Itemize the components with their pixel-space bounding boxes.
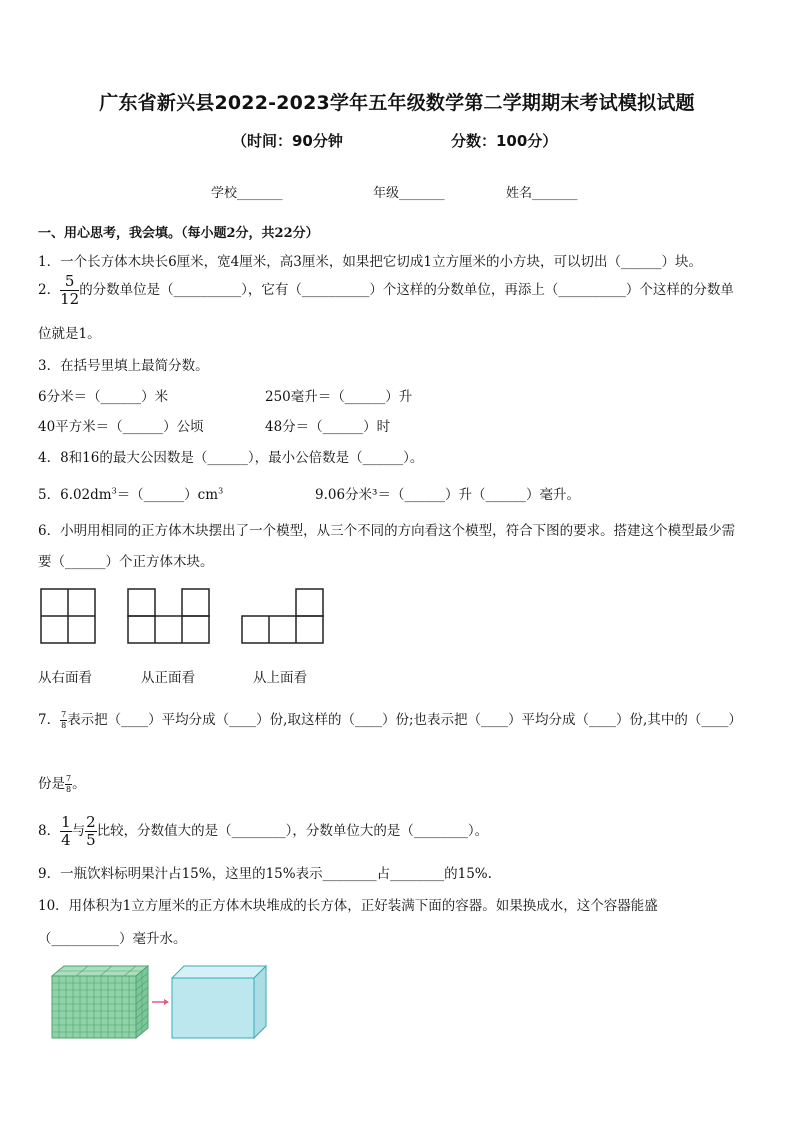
question-5b: 9.06分米³＝（______）升（______）毫升。 bbox=[315, 487, 580, 503]
q3-a: 6分米＝（______）米 bbox=[38, 389, 169, 405]
q2-text: 的分数单位是（__________），它有（__________）个这样的分数单位，再添上（__________）个这样的分数单 bbox=[79, 282, 734, 298]
grade-field: 年级_______ bbox=[373, 186, 445, 201]
page-title: 广东省新兴县2022-2023学年五年级数学第二学期期末考试模拟试题 bbox=[99, 92, 695, 114]
question-3: 3．在括号里填上最简分数。 bbox=[38, 358, 209, 374]
question-10-cont: （__________）毫升水。 bbox=[38, 931, 187, 947]
question-6: 6．小明用相同的正方体木块摆出了一个模型，从三个不同的方向看这个模型，符合下图的要求。搭建这个模型最少需 bbox=[38, 523, 736, 539]
question-7: 7． $\frac{7}{8}$ 表示把（____）平均分成（____）份,取这样的（____）份;也表示把（____）平均分成（____）份,其中的（____） bbox=[38, 710, 742, 730]
question-2-cont: 位就是1。 bbox=[38, 326, 101, 342]
top-view-figure bbox=[242, 589, 323, 643]
question-1: 1．一个长方体木块长6厘米，宽4厘米，高3厘米，如果把它切成1立方厘米的小方块，可以切出（______）块。 bbox=[38, 254, 702, 270]
container-figure bbox=[172, 966, 266, 1038]
question-5a: 5．$6.02dm^3=(\_\_\_\_\_\_)cm^3$ bbox=[38, 486, 224, 503]
question-2 bbox=[38, 274, 734, 307]
question-9: 9．一瓶饮料标明果汁占15%，这里的15%表示________占________的15%. bbox=[38, 866, 492, 882]
cube-block-figure bbox=[52, 966, 148, 1038]
question-10: 10．用体积为1立方厘米的正方体木块堆成的长方体，正好装满下面的容器。如果换成水，这个容器能盛 bbox=[38, 898, 658, 914]
section-heading: 一、用心思考，我会填。（每小题2分，共22分） bbox=[38, 226, 319, 241]
name-field: 姓名_______ bbox=[506, 186, 578, 201]
front-view-figure bbox=[128, 589, 209, 643]
question-8: 8． $\frac{1}{4}$ 与 $\frac{2}{5}$ 比较，分数值大的是（________），分数单位大的是（________）。 bbox=[38, 813, 489, 849]
exam-time: （时间：90分钟 bbox=[232, 132, 343, 150]
exam-score: 分数：100分） bbox=[451, 132, 558, 150]
cube-views-diagram bbox=[38, 586, 338, 648]
label-top-view: 从上面看 bbox=[253, 670, 307, 686]
container-diagram bbox=[48, 964, 288, 1046]
q2-number: 2． bbox=[38, 282, 61, 298]
arrow-icon bbox=[152, 999, 169, 1005]
q3-c: 40平方米＝（______）公顷 bbox=[38, 419, 204, 435]
q7-fraction: $\frac{7}{8}$ bbox=[61, 710, 67, 730]
school-field: 学校_______ bbox=[211, 186, 283, 201]
q2-fraction: $\frac{5}{12}$ bbox=[60, 272, 80, 308]
question-4: 4．8和16的最大公因数是（______），最小公倍数是（______）。 bbox=[38, 450, 424, 466]
question-6-cont: 要（______）个正方体木块。 bbox=[38, 554, 214, 570]
question-7-cont: 份是 $\frac{7}{8}$ 。 bbox=[38, 774, 86, 794]
q8-fraction-1: $\frac{1}{4}$ bbox=[61, 813, 71, 849]
label-front-view: 从正面看 bbox=[141, 670, 195, 686]
q3-b: 250毫升＝（______）升 bbox=[265, 389, 413, 405]
right-view-figure bbox=[41, 589, 95, 643]
q8-fraction-2: $\frac{2}{5}$ bbox=[86, 813, 96, 849]
label-right-view: 从右面看 bbox=[38, 670, 92, 686]
q3-d: 48分＝（______）时 bbox=[265, 419, 391, 435]
